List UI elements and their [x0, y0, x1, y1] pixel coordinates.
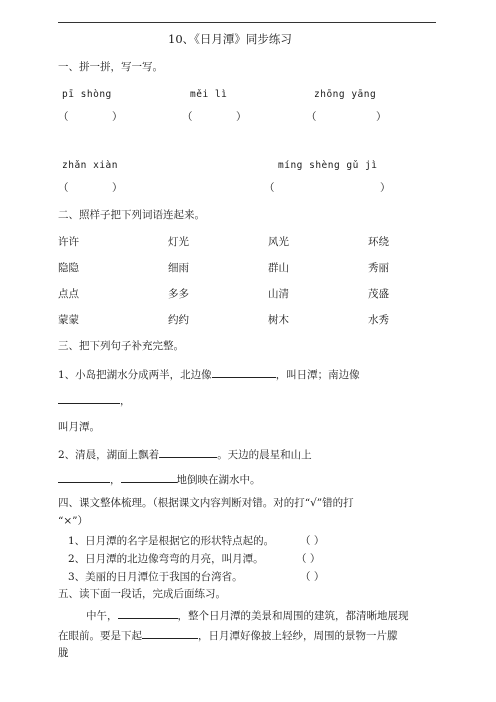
judge-item-1: 1、日月潭的名字是根据它的形状特点起的。 [68, 535, 275, 547]
pinyin-zhong-yang: zhōng yāng [314, 89, 377, 100]
question-1-text-a: 1、小岛把湖水分成两半，北边像 [58, 369, 212, 381]
word-item: 树木 [268, 314, 289, 326]
answer-paren-open: （ [58, 111, 69, 123]
question-2-text-d: 地倒映在湖水中。 [176, 474, 261, 486]
judge-item-2: 2、日月潭的北边像弯弯的月亮，叫月潭。 [68, 553, 264, 565]
word-item: 细雨 [168, 262, 189, 274]
word-item: 多多 [168, 288, 189, 300]
answer-paren-close: ） [236, 111, 247, 123]
word-item: 环绕 [368, 236, 389, 248]
passage-line-1 [86, 607, 409, 623]
word-item: 群山 [268, 262, 289, 274]
passage-text: 中午， [86, 610, 118, 622]
word-item: 蒙蒙 [58, 314, 79, 326]
word-item: 隐隐 [58, 262, 79, 274]
question-1-text-d: 叫月潭。 [58, 421, 100, 433]
answer-paren-open: （ [306, 111, 317, 123]
question-2-text-a: 2、清晨，湖面上飘着 [58, 449, 160, 461]
answer-paren-close: ） [112, 182, 123, 194]
word-item: 秀丽 [368, 262, 389, 274]
word-item: 风光 [268, 236, 289, 248]
question-2-text-c: ， [110, 474, 121, 486]
question-2-line-2 [58, 471, 261, 487]
page-title: 10、《日月潭》同步练习 [168, 32, 292, 46]
judge-mark-2[interactable]: （ ） [296, 553, 321, 565]
passage-text: ，日月潭好像披上轻纱，周围的景物一片朦 [198, 630, 398, 642]
fill-blank[interactable] [118, 607, 178, 619]
pinyin-ming-sheng-gu-ji: míng shèng gǔ jì [278, 160, 378, 171]
pinyin-pi-shang: pī shòng [62, 89, 112, 100]
answer-paren-close: ） [376, 111, 387, 123]
fill-blank[interactable] [212, 366, 276, 378]
pinyin-mei-li: měi lì [190, 89, 228, 100]
question-2-text-b: 。天边的晨星和山上 [217, 449, 312, 461]
fill-blank[interactable] [142, 627, 198, 639]
fill-blank[interactable] [159, 446, 217, 458]
passage-line-3: 胧 [58, 647, 69, 659]
fill-blank[interactable] [121, 471, 177, 483]
section-5-heading: 五、读下面一段话，完成后面练习。 [58, 588, 226, 600]
passage-text: ，整个日月潭的美景和周围的建筑，都清晰地展现 [177, 610, 409, 622]
word-item: 茂盛 [368, 288, 389, 300]
answer-paren-close: ） [380, 182, 391, 194]
section-1-heading: 一、拼一拼，写一写。 [58, 61, 163, 73]
section-3-heading: 三、把下列句子补充完整。 [58, 340, 184, 352]
question-1-line [58, 366, 360, 382]
section-4-heading: 四、课文整体梳理。（根据课文内容判断对错。对的打“√”错的打 [58, 497, 354, 509]
word-item: 许许 [58, 236, 79, 248]
section-4-heading-cont: “×”） [58, 515, 89, 527]
answer-paren-close: ） [112, 111, 123, 123]
judge-item-3: 3、美丽的日月潭位于我国的台湾省。 [68, 571, 243, 583]
judge-mark-1[interactable]: （ ） [300, 535, 325, 547]
question-1-line-2 [58, 392, 131, 408]
fill-blank[interactable] [58, 392, 120, 404]
answer-paren-open: （ [264, 182, 275, 194]
word-item: 约约 [168, 314, 189, 326]
question-1-text-c: ， [120, 395, 131, 407]
header-rule [58, 22, 436, 23]
judge-mark-3[interactable]: （ ） [300, 571, 325, 583]
word-item: 水秀 [368, 314, 389, 326]
question-1-text-b: ，叫日潭；南边像 [275, 369, 360, 381]
question-2-line [58, 446, 312, 462]
passage-line-2 [58, 627, 398, 643]
answer-paren-open: （ [58, 182, 69, 194]
answer-paren-open: （ [182, 111, 193, 123]
fill-blank[interactable] [58, 471, 110, 483]
word-item: 点点 [58, 288, 79, 300]
pinyin-zhan-xian: zhǎn xiàn [62, 160, 118, 171]
word-item: 灯光 [168, 236, 189, 248]
section-2-heading: 二、照样子把下列词语连起来。 [58, 209, 205, 221]
passage-text: 在眼前。要是下起 [58, 630, 142, 642]
word-item: 山清 [268, 288, 289, 300]
